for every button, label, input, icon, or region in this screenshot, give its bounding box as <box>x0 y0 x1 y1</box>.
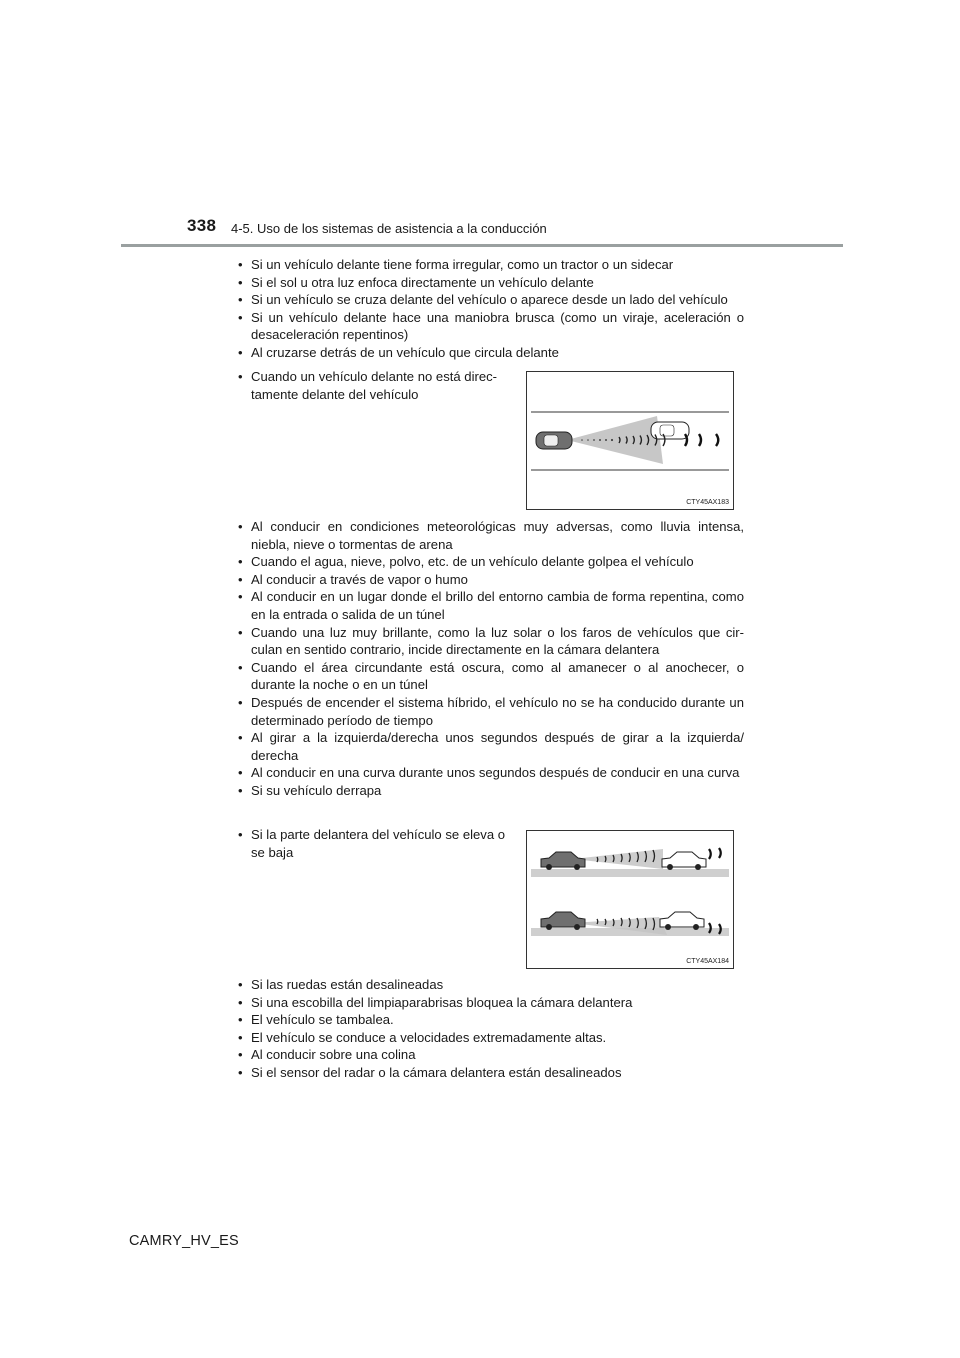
list-item: • Después de encender el sistema híbrido, el vehículo no se ha conducido durante un determinado período de tiempo <box>238 694 744 729</box>
figure-code: CTY45AX184 <box>686 958 729 965</box>
list-item: • Si un vehículo delante tiene forma irregular, como un tractor o un sidecar <box>238 256 744 274</box>
road-top <box>531 869 729 877</box>
list-item: • Al girar a la izquierda/derecha unos segundos después de girar a la izquierda/ derecha <box>238 729 744 764</box>
list-item: • Si el sensor del radar o la cámara delantera están desalineados <box>238 1064 744 1082</box>
list-item: • Al conducir en una curva durante unos segundos después de conducir en una curva <box>238 764 744 782</box>
offset-vehicle-illustration <box>527 372 733 509</box>
wave-arcs-outer <box>685 434 718 446</box>
list-item: • Al cruzarse detrás de un vehículo que circula delante <box>238 344 744 362</box>
list-item-offset-vehicle <box>238 368 510 403</box>
own-vehicle-top-icon <box>541 852 585 870</box>
list-item: • Al conducir a través de vapor o humo <box>238 571 744 589</box>
list-item-text: • Cuando un vehículo delante no está direc-tamente delante del vehículo <box>251 369 498 402</box>
list-item: • Cuando el agua, nieve, polvo, etc. de un vehículo delante golpea el vehículo <box>238 553 744 571</box>
list-item: • Si un vehículo se cruza delante del vehículo o aparece desde un lado del vehículo <box>238 291 744 309</box>
figure-offset-vehicle <box>526 371 734 510</box>
header-rule <box>121 244 843 247</box>
front-vehicle-top-icon <box>662 852 706 870</box>
list-item: • Si las ruedas están desalineadas <box>238 976 744 994</box>
list-item: • El vehículo se conduce a velocidades extremadamente altas. <box>238 1029 744 1047</box>
list-item: • El vehículo se tambalea. <box>238 1011 744 1029</box>
figure-front-raised <box>526 830 734 969</box>
own-vehicle-bottom-icon <box>541 912 585 930</box>
radar-beam-top <box>573 849 663 869</box>
list-item: • Al conducir en un lugar donde el brillo del entorno cambia de forma repentina, como en la entrada o salida de un túnel <box>238 588 744 623</box>
list-item-text: • Si la parte delantera del vehículo se eleva o se baja <box>251 827 506 860</box>
footer-model-code: CAMRY_HV_ES <box>129 1233 239 1249</box>
section-title: 4-5. Uso de los sistemas de asistencia a la conducción <box>231 221 547 236</box>
list-item: • Si un vehículo delante hace una maniobra brusca (como un viraje, aceleración o desaceleración repentinos) <box>238 309 744 344</box>
list-item: • Al conducir en condiciones meteorológicas muy adversas, como lluvia intensa, niebla, nieve o tormentas de arena <box>238 518 744 553</box>
page-number: 338 <box>187 216 217 235</box>
list-item: • Si el sol u otra luz enfoca directamente un vehículo delante <box>238 274 744 292</box>
conditions-list-3 <box>238 976 744 1082</box>
list-item-front-raised <box>238 826 510 861</box>
list-item: • Si su vehículo derrapa <box>238 782 744 800</box>
list-item: • Cuando el área circundante está oscura, como al amanecer o al anochecer, o durante la noche o en un túnel <box>238 659 744 694</box>
own-vehicle-icon <box>536 432 572 449</box>
wave-arcs-top-outer <box>709 848 721 859</box>
list-item: • Al conducir sobre una colina <box>238 1046 744 1064</box>
front-vehicle-bottom-icon <box>660 912 704 930</box>
list-item: • Si una escobilla del limpiaparabrisas bloquea la cámara delantera <box>238 994 744 1012</box>
list-item: • Cuando una luz muy brillante, como la luz solar o los faros de vehículos que cir-culan en sentido contrario, incide directamente en la cámara delantera <box>238 624 744 659</box>
front-raised-illustration <box>527 831 733 968</box>
conditions-list-1 <box>238 256 744 362</box>
figure-code: CTY45AX183 <box>686 499 729 506</box>
conditions-list-2 <box>238 518 744 800</box>
